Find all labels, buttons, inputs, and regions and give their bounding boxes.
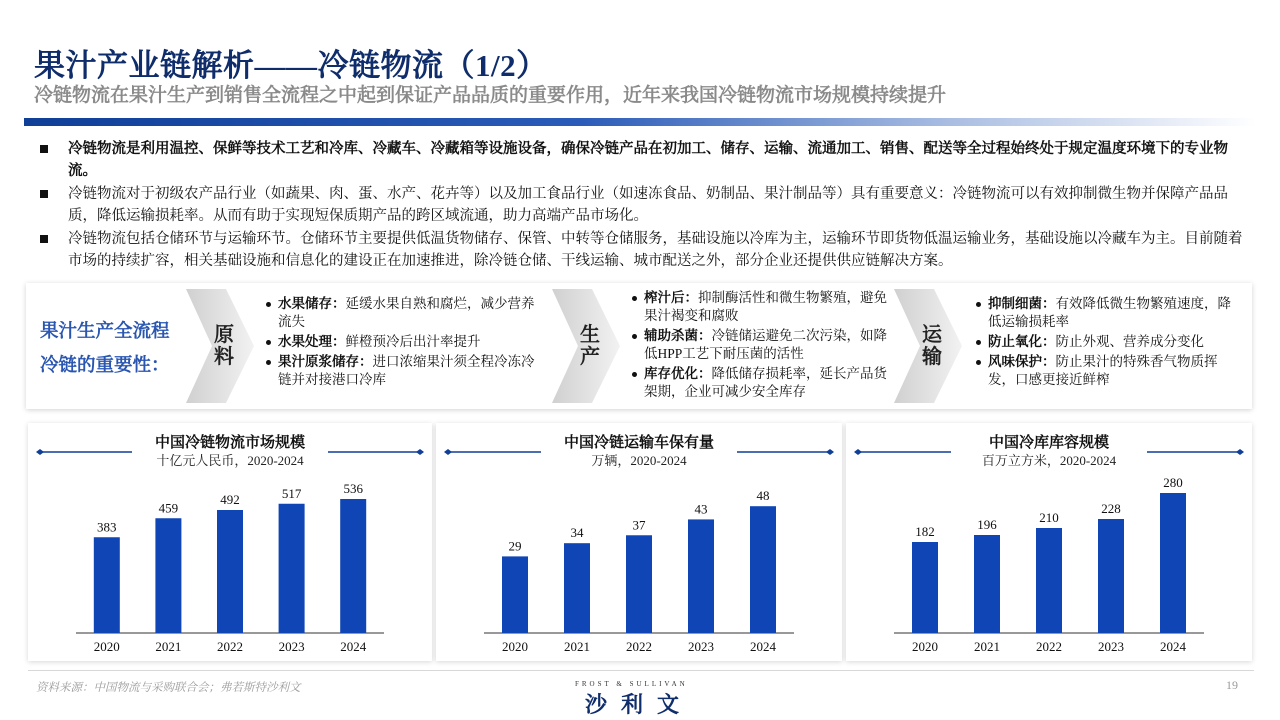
diamond-marker-icon (1236, 449, 1244, 455)
item-key: 抑制细菌： (988, 296, 1056, 311)
list-item (976, 353, 1238, 389)
process-label-line2: 冷链的重要性： (40, 356, 170, 376)
dot-bullet-icon (976, 340, 981, 345)
bar (279, 504, 305, 633)
dot-bullet-icon (632, 296, 637, 301)
bar (564, 543, 590, 633)
logo-chinese: 沙利文 (585, 693, 694, 718)
chart-card-storage-capacity (846, 423, 1252, 661)
item-text: 防止果汁的特殊香气物质挥发，口感更接近鲜榨 (988, 354, 1218, 387)
dot-bullet-icon (632, 334, 637, 339)
bullet-item (36, 228, 1246, 272)
header-gradient-band (24, 118, 1256, 126)
stage-list-transport (976, 295, 1238, 391)
x-tick-label: 2021 (974, 639, 1000, 654)
item-key: 果汁原浆储存： (278, 354, 373, 369)
x-tick-label: 2022 (217, 639, 243, 654)
process-panel (26, 283, 1252, 409)
x-tick-label: 2021 (564, 639, 590, 654)
data-label: 228 (1101, 501, 1121, 516)
list-item (632, 365, 888, 401)
stage-name-raw-material: 原料 (214, 324, 234, 368)
item-key: 水果储存： (278, 296, 346, 311)
chart-title: 中国冷链物流市场规模 (154, 435, 306, 451)
x-tick-label: 2021 (155, 639, 182, 654)
item-text: 抑制酶活性和微生物繁殖，避免果汁褐变和腐败 (644, 290, 887, 323)
chart-card-vehicle-count (436, 423, 842, 661)
data-label: 43 (694, 501, 708, 517)
dot-bullet-icon (266, 360, 271, 365)
item-text: 有效降低微生物繁殖速度，降低运输损耗率 (988, 296, 1231, 329)
list-item (266, 295, 538, 331)
x-tick-label: 2023 (278, 639, 305, 654)
item-key: 水果处理： (278, 334, 346, 349)
square-bullet-icon (40, 190, 48, 198)
x-tick-label: 2024 (1160, 639, 1186, 654)
bar-chart-market-size (28, 423, 432, 661)
bar-chart-vehicle-count (436, 423, 842, 661)
item-text: 降低储存损耗率，延长产品货架期，企业可减少安全库存 (644, 366, 887, 399)
x-tick-label: 2023 (1098, 639, 1124, 654)
x-tick-label: 2023 (688, 639, 714, 654)
bullet-text: 冷链物流对于初级农产品行业（如蔬果、肉、蛋、水产、花卉等）以及加工食品行业（如速冻食品、奶制品、果汁制品等）具有重要意义：冷链物流可以有效抑制微生物并保障产品品质，降低运输损耗率。从而有助于实现短保质期产品的跨区域流通，助力高端产品市场化。 (68, 186, 1228, 224)
chart-title: 中国冷库库容规模 (988, 435, 1110, 451)
item-text: 延缓水果自熟和腐烂，减少营养流失 (278, 296, 535, 329)
diamond-marker-icon (416, 449, 424, 455)
item-text: 防止外观、营养成分变化 (1055, 334, 1204, 349)
data-label: 196 (977, 517, 997, 532)
square-bullet-icon (40, 145, 48, 153)
chart-subtitle: 百万立方米，2020-2024 (981, 453, 1117, 468)
bar (912, 542, 938, 633)
item-text: 进口浓缩果汁须全程冷冻冷链并对接港口冷库 (278, 354, 535, 387)
data-label: 29 (508, 538, 522, 554)
bullet-text: 冷链物流是利用温控、保鲜等技术工艺和冷库、冷藏车、冷藏箱等设施设备，确保冷链产品在初加工、储存、运输、流通加工、销售、配送等全过程始终处于规定温度环境下的专业物流。 (68, 141, 1228, 179)
data-label: 210 (1039, 510, 1059, 525)
item-key: 榨汁后： (644, 290, 698, 305)
item-text: 鲜橙预冷后出汁率提升 (345, 334, 481, 349)
logo-wordmark: FROST & SULLIVAN (575, 680, 688, 688)
bullet-item (36, 183, 1246, 227)
item-key: 防止氧化： (988, 334, 1056, 349)
bar (750, 506, 776, 633)
dot-bullet-icon (976, 360, 981, 365)
bullet-text: 冷链物流包括仓储环节与运输环节。仓储环节主要提供低温货物储存、保管、中转等仓储服务，基础设施以冷库为主，运输环节即货物低温运输业务，基础设施以冷藏车为主。目前随着市场的持续扩容，相关基础设施和信息化的建设正在加速推进，除冷链仓储、干线运输、城市配送之外，部分企业还提供供应链解决方案。 (68, 231, 1243, 269)
list-item (266, 333, 538, 351)
list-item (976, 333, 1238, 351)
x-tick-label: 2024 (750, 639, 776, 654)
list-item (632, 327, 888, 363)
stage-name-transport: 运输 (922, 324, 942, 368)
source-note: 资料来源：中国物流与采购联合会；弗若斯特沙利文 (36, 682, 301, 694)
dot-bullet-icon (266, 302, 271, 307)
list-item (266, 353, 538, 389)
bar (1036, 528, 1062, 633)
footer-divider (28, 670, 1254, 671)
data-label: 383 (97, 519, 117, 535)
bar (155, 518, 181, 633)
diamond-marker-icon (826, 449, 834, 455)
item-key: 库存优化： (644, 366, 712, 381)
item-text: 冷链储运避免二次污染，如降低HPP工艺下耐压菌的活性 (644, 328, 887, 361)
bar (94, 537, 120, 633)
data-label: 48 (756, 488, 770, 504)
dot-bullet-icon (632, 372, 637, 377)
item-key: 辅助杀菌： (644, 328, 712, 343)
bar (217, 510, 243, 633)
bar (1160, 493, 1186, 633)
stage-name-production: 生产 (580, 324, 600, 368)
dot-bullet-icon (976, 302, 981, 307)
bar (340, 499, 366, 633)
bar-chart-storage-capacity (846, 423, 1252, 661)
page-title: 果汁产业链解析——冷链物流（1/2） (34, 48, 548, 83)
bar (626, 535, 652, 633)
bar (502, 556, 528, 633)
item-key: 风味保护： (988, 354, 1056, 369)
x-tick-label: 2020 (93, 639, 120, 654)
data-label: 37 (632, 517, 646, 533)
x-tick-label: 2024 (340, 639, 367, 654)
bar (688, 519, 714, 633)
diamond-marker-icon (854, 449, 862, 455)
data-label: 34 (570, 525, 584, 541)
diamond-marker-icon (36, 449, 44, 455)
dot-bullet-icon (266, 340, 271, 345)
bullet-list (36, 138, 1246, 273)
bar (974, 535, 1000, 633)
data-label: 280 (1163, 475, 1183, 490)
process-label-line1: 果汁生产全流程 (40, 322, 170, 342)
x-tick-label: 2020 (912, 639, 938, 654)
stage-list-raw-material (266, 295, 538, 391)
bar (1098, 519, 1124, 633)
square-bullet-icon (40, 235, 48, 243)
x-tick-label: 2022 (1036, 639, 1062, 654)
data-label: 517 (281, 485, 302, 501)
page-subtitle: 冷链物流在果汁生产到销售全流程之中起到保证产品品质的重要作用，近年来我国冷链物流市场规模持续提升 (34, 85, 947, 106)
chart-subtitle: 十亿元人民币，2020-2024 (156, 453, 304, 468)
x-tick-label: 2022 (626, 639, 652, 654)
page-number: 19 (1226, 678, 1238, 692)
diamond-marker-icon (444, 449, 452, 455)
chart-card-market-size (28, 423, 432, 661)
data-label: 459 (158, 500, 179, 516)
stage-list-production (632, 289, 888, 403)
bullet-item (36, 138, 1246, 182)
chart-subtitle: 万辆，2020-2024 (591, 453, 687, 468)
data-label: 492 (220, 492, 240, 507)
list-item (632, 289, 888, 325)
list-item (976, 295, 1238, 331)
data-label: 182 (915, 524, 935, 539)
data-label: 536 (343, 481, 363, 496)
chart-title: 中国冷链运输车保有量 (563, 435, 715, 451)
x-tick-label: 2020 (502, 639, 528, 654)
